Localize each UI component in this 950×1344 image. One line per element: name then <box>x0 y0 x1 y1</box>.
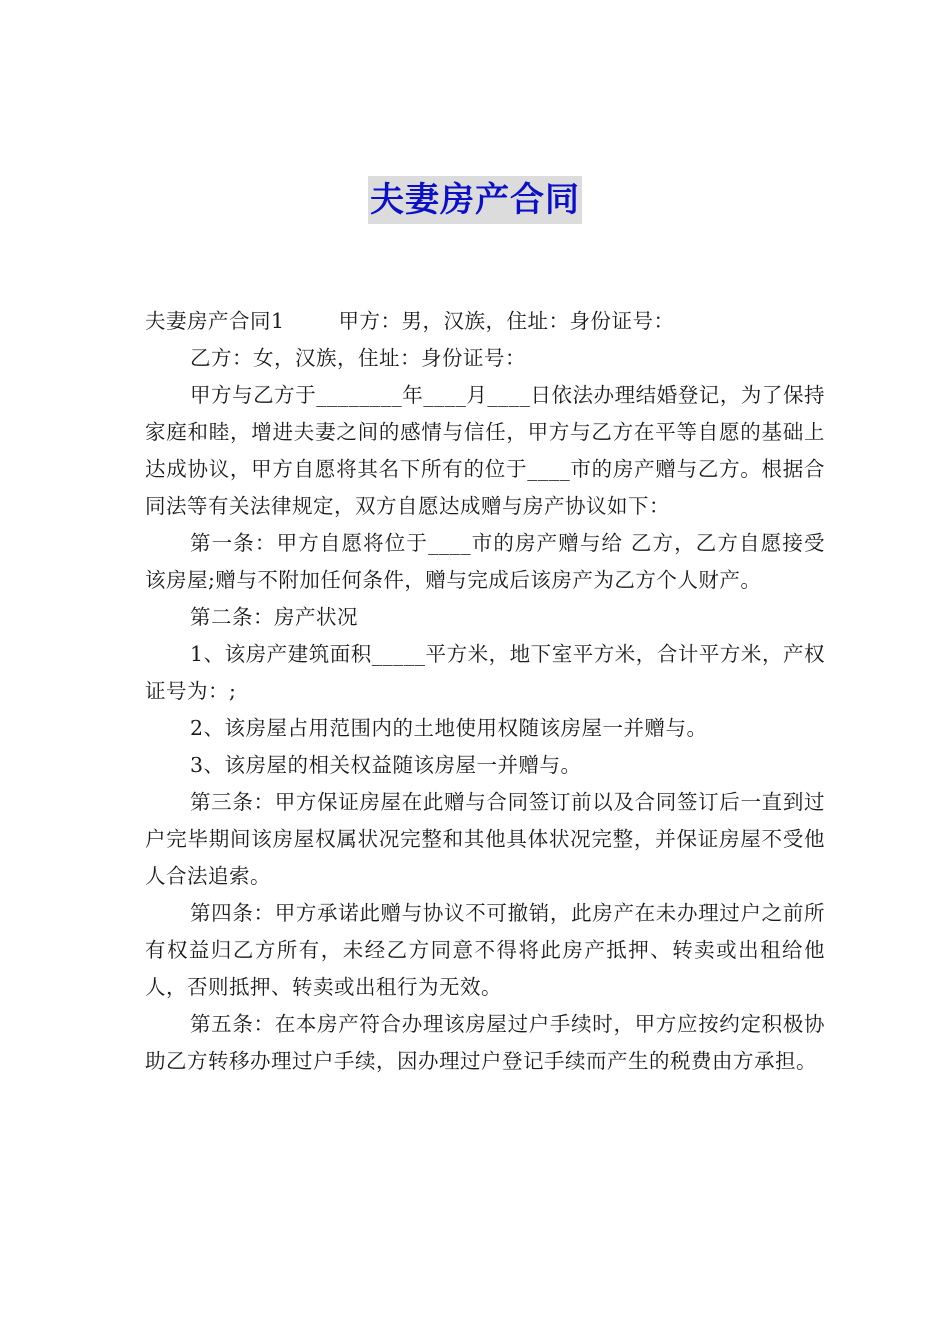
paragraph-article-3: 第三条：甲方保证房屋在此赠与合同签订前以及合同签订后一直到过户完毕期间该房屋权属状况完整和其他具体状况完整，并保证房屋不受他人合法追索。 <box>145 790 825 888</box>
party-a: 甲方：男，汉族，住址：身份证号： <box>338 309 675 333</box>
party-b: 乙方：女，汉族，住址：身份证号： <box>190 346 526 370</box>
paragraph-article-1: 第一条：甲方自愿将位于____市的房产赠与给 乙方，乙方自愿接受该房屋;赠与不附加任何条件，赠与完成后该房产为乙方个人财产。 <box>145 531 825 592</box>
heading-prefix: 夫妻房产合同1 <box>145 309 285 333</box>
paragraph-article-2-item-1: 1、该房产建筑面积_____平方米，地下室平方米，合计平方米，产权证号为：; <box>145 642 825 703</box>
title-container <box>0 176 950 224</box>
document-body <box>145 303 825 1080</box>
paragraph-article-4: 第四条：甲方承诺此赠与协议不可撤销，此房产在未办理过户之前所有权益归乙方所有，未经乙方同意不得将此房产抵押、转卖或出租给他人，否则抵押、转卖或出租行为无效。 <box>145 901 825 999</box>
paragraph-article-2: 第二条：房产状况 <box>190 605 358 629</box>
paragraph-preamble: 甲方与乙方于________年____月____日依法办理结婚登记，为了保持家庭和睦，增进夫妻之间的感情与信任，甲方与乙方在平等自愿的基础上达成协议，甲方自愿将其名下所有的位于____市的房产赠与乙方。根据合同法等有关法律规定，双方自愿达成赠与房产协议如下： <box>145 383 825 518</box>
paragraph-article-2-item-3: 3、该房屋的相关权益随该房屋一并赠与。 <box>190 753 582 777</box>
intro-line <box>145 303 825 340</box>
paragraph-article-5: 第五条：在本房产符合办理该房屋过户手续时，甲方应按约定积极协助乙方转移办理过户手续，因办理过户登记手续而产生的税费由方承担。 <box>145 1012 825 1073</box>
document-title: 夫妻房产合同 <box>368 176 582 224</box>
paragraph-article-2-item-2: 2、该房屋占用范围内的土地使用权随该房屋一并赠与。 <box>190 716 708 740</box>
